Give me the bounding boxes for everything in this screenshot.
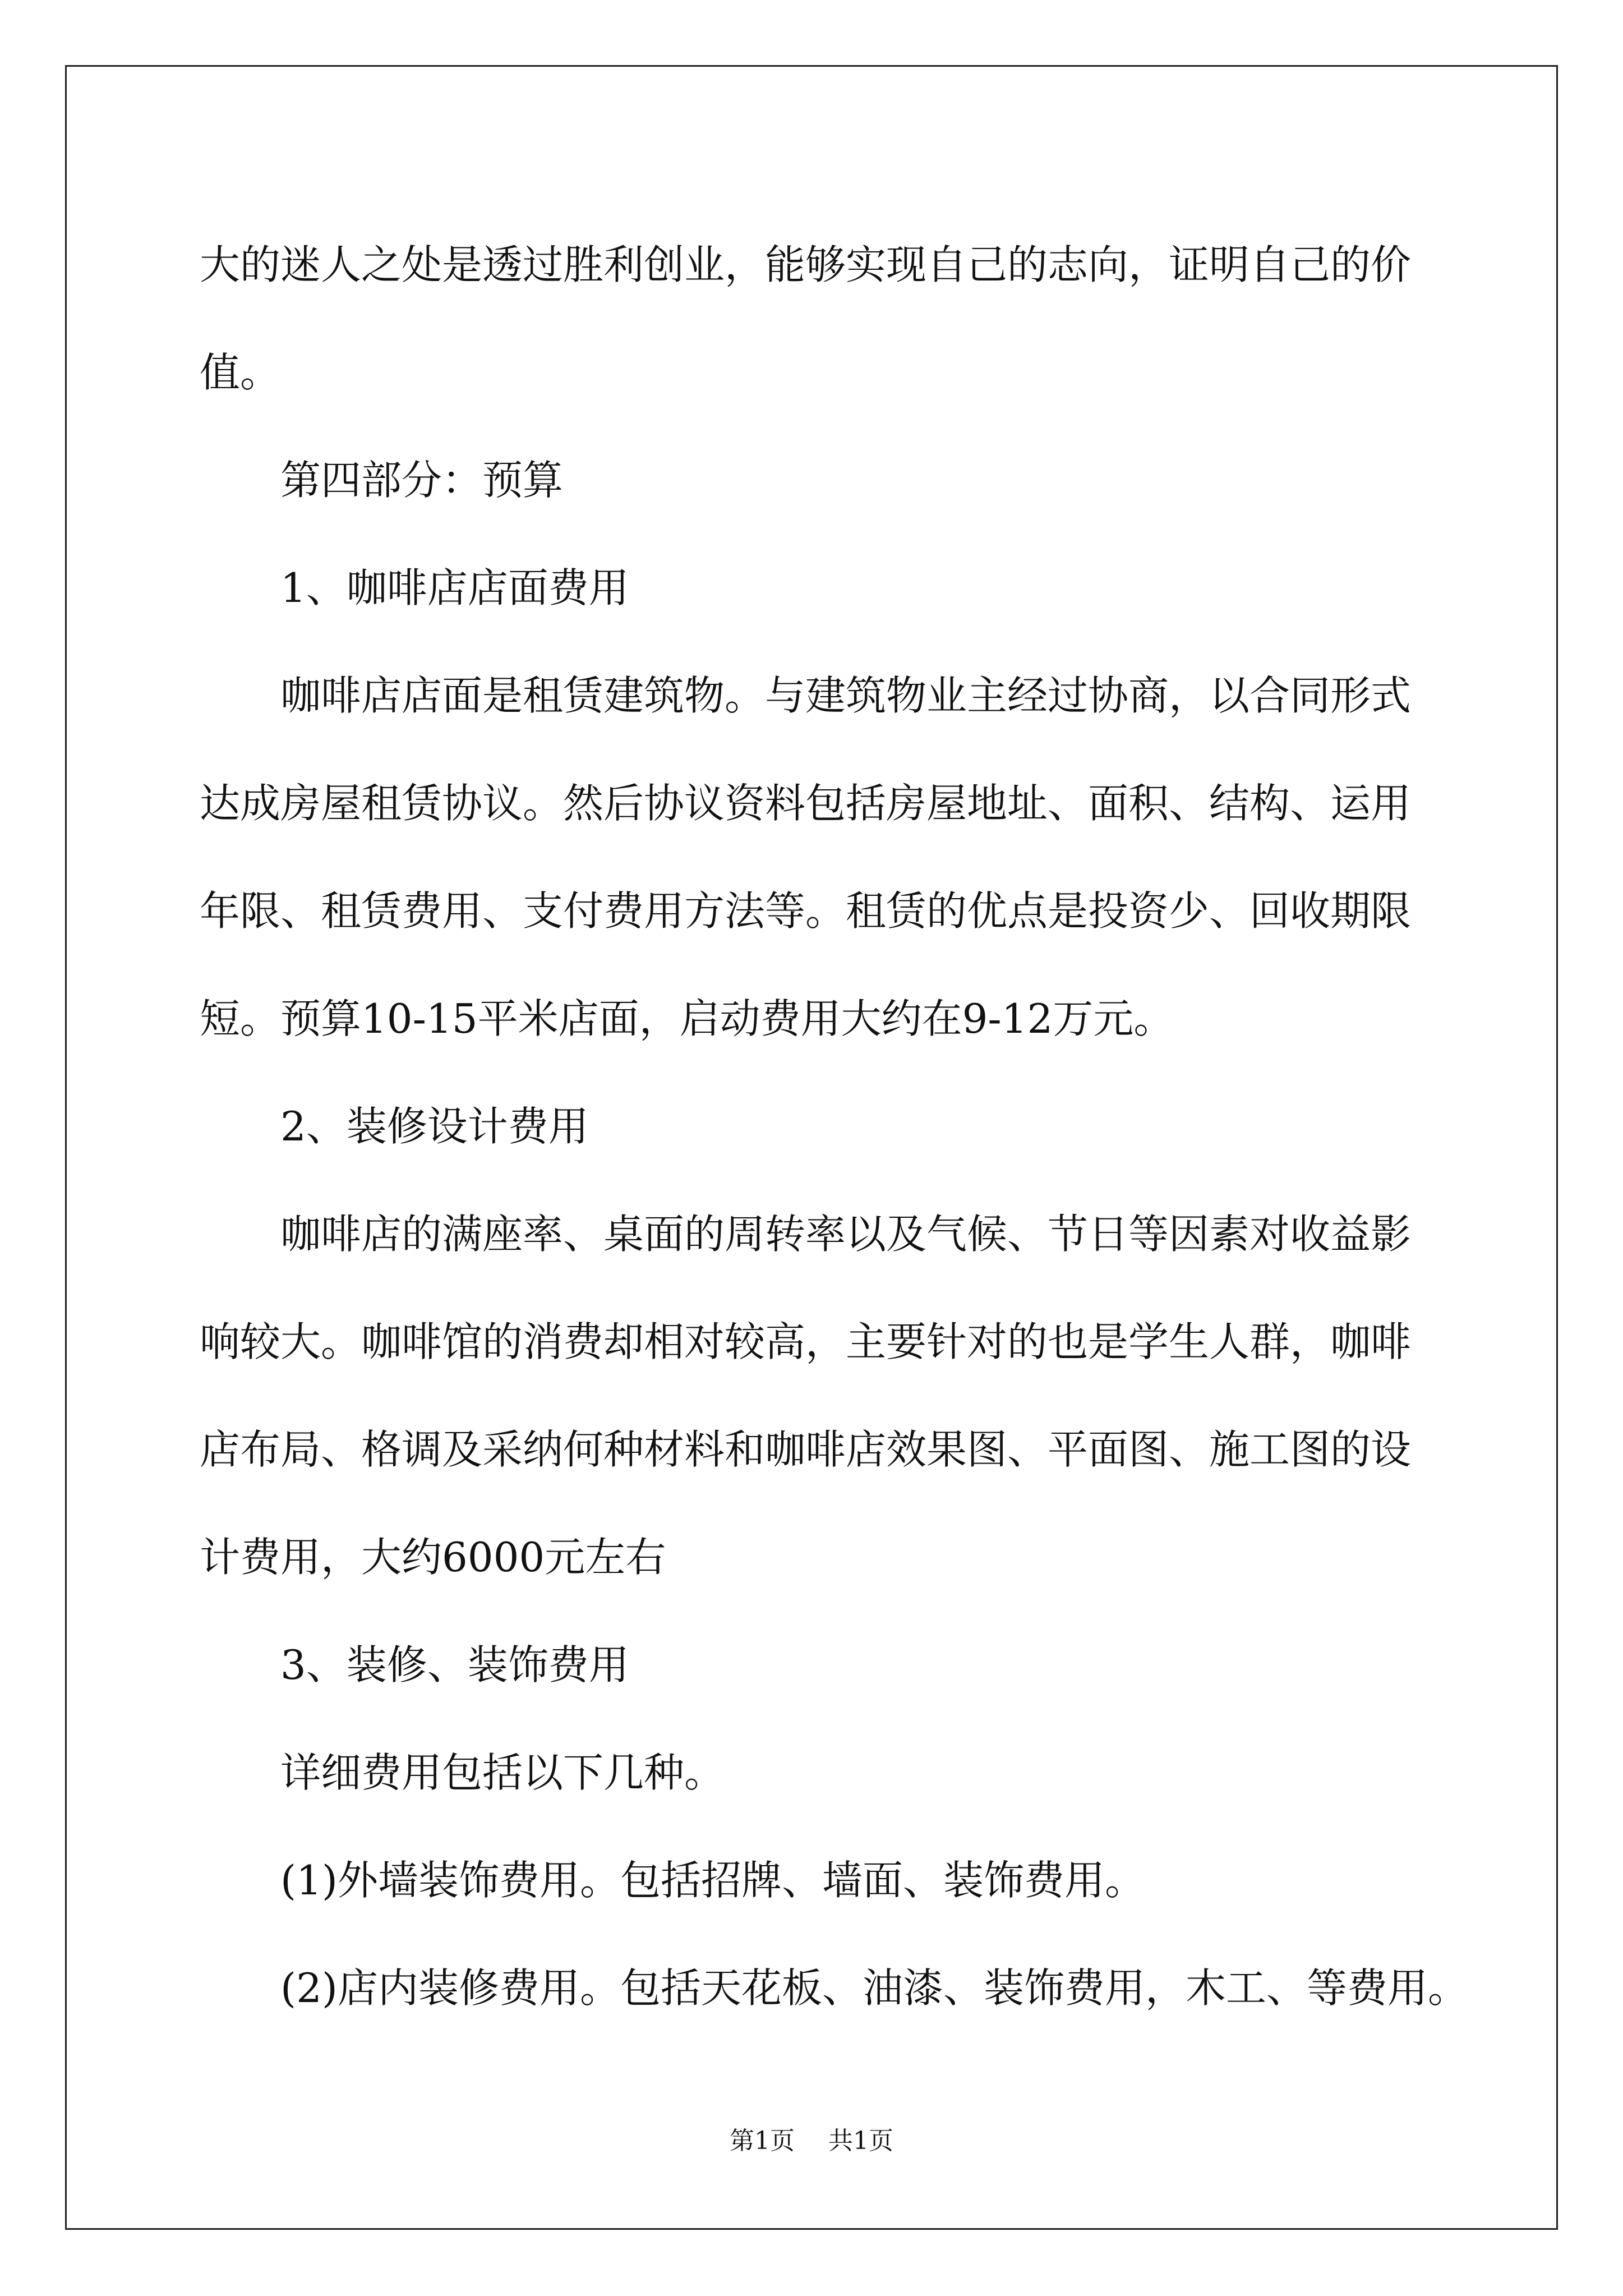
document-body [200, 211, 1468, 2042]
text-line: 店布局、格调及采纳何种材料和咖啡店效果图、平面图、施工图的设 [200, 1426, 1412, 1473]
subsection-heading: 2、装修设计费用 [280, 1103, 589, 1150]
subsection-heading: 1、咖啡店店面费用 [280, 564, 629, 611]
text-line: 咖啡店店面是租赁建筑物。与建筑物业主经过协商，以合同形式 [280, 672, 1412, 719]
text-line: 详细费用包括以下几种。 [280, 1749, 725, 1796]
text-line: 年限、租赁费用、支付费用方法等。租赁的优点是投资少、回收期限 [200, 887, 1412, 935]
text-line: 响较大。咖啡馆的消费却相对较高，主要针对的也是学生人群，咖啡 [200, 1318, 1412, 1365]
text-line: 咖啡店的满座率、桌面的周转率以及气候、节日等因素对收益影 [280, 1211, 1412, 1258]
list-item: (1)外墙装饰费用。包括招牌、墙面、装饰费用。 [280, 1857, 1145, 1904]
list-item: (2)店内装修费用。包括天花板、油漆、装饰费用，木工、等费用。 [280, 1964, 1468, 2012]
subsection-heading: 3、装修、装饰费用 [280, 1641, 629, 1688]
text-line: 短。预算10-15平米店面，启动费用大约在9-12万元。 [200, 995, 1174, 1042]
page-total: 共1页 [828, 2127, 893, 2155]
text-line: 大的迷人之处是透过胜利创业，能够实现自己的志向，证明自己的价 [200, 241, 1412, 288]
page-number: 第1页 [730, 2127, 795, 2155]
section-heading: 第四部分：预算 [280, 457, 564, 504]
text-line: 值。 [200, 349, 281, 396]
page-footer [0, 2120, 1623, 2156]
text-line: 计费用，大约6000元左右 [200, 1534, 666, 1581]
text-line: 达成房屋租赁协议。然后协议资料包括房屋地址、面积、结构、运用 [200, 780, 1412, 827]
